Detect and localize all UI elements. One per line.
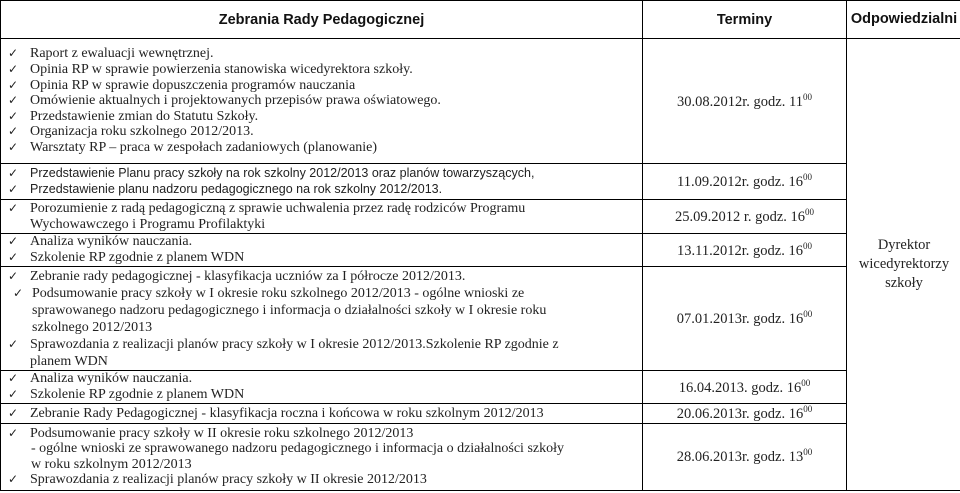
meeting-topics bbox=[1, 39, 643, 164]
meeting-topics bbox=[1, 164, 643, 200]
check-icon: ✓ bbox=[8, 62, 19, 77]
date-minutes: 00 bbox=[801, 377, 811, 388]
meeting-date bbox=[643, 39, 847, 164]
topic-line bbox=[1, 441, 642, 457]
meeting-date bbox=[643, 404, 847, 424]
meeting-topics bbox=[1, 423, 643, 490]
topic-line bbox=[1, 93, 642, 109]
topic-line bbox=[1, 472, 642, 488]
header-meetings: Zebrania Rady Pedagogicznej bbox=[1, 1, 643, 39]
date-minutes: 00 bbox=[803, 309, 813, 320]
date-text: 16.04.2013. godz. 16 bbox=[678, 379, 802, 396]
date-minutes: 00 bbox=[802, 172, 812, 183]
topic-text: Organizacja roku szkolnego 2012/2013. bbox=[30, 124, 254, 140]
check-icon: ✓ bbox=[8, 77, 19, 92]
header-responsible: Odpowiedzialni bbox=[847, 1, 960, 39]
topic-text: w roku szkolnym 2012/2013 bbox=[31, 456, 192, 472]
meeting-row bbox=[1, 164, 960, 200]
topic-line bbox=[1, 426, 642, 442]
topic-text: Przedstawienie Planu pracy szkoły na rok szkolny 2012/2013 oraz planów towarzyszących, bbox=[30, 165, 535, 180]
meeting-date bbox=[643, 423, 847, 490]
topic-line bbox=[1, 201, 642, 217]
meeting-row bbox=[1, 404, 960, 424]
topic-line bbox=[1, 406, 642, 422]
date-minutes: 00 bbox=[803, 447, 813, 458]
check-icon: ✓ bbox=[8, 336, 19, 351]
topic-line bbox=[1, 336, 642, 353]
topic-line bbox=[1, 234, 642, 250]
check-icon: ✓ bbox=[8, 165, 19, 180]
topic-text: Szkolenie RP zgodnie z planem WDN bbox=[30, 387, 245, 402]
check-icon: ✓ bbox=[13, 285, 24, 300]
check-icon: ✓ bbox=[8, 405, 19, 420]
check-icon: ✓ bbox=[8, 124, 19, 139]
date-text: 13.11.2012r. godz. 16 bbox=[677, 242, 803, 259]
check-icon: ✓ bbox=[8, 200, 19, 215]
meeting-topics bbox=[1, 267, 643, 371]
topic-text: Zebranie rady pedagogicznej - klasyfikacja uczniów za I półrocze 2012/2013. bbox=[30, 268, 466, 284]
topic-line bbox=[1, 250, 642, 266]
meeting-topics bbox=[1, 200, 643, 234]
check-icon: ✓ bbox=[8, 425, 19, 440]
meeting-date bbox=[643, 267, 847, 371]
topic-line bbox=[1, 268, 642, 285]
meeting-row bbox=[1, 200, 960, 234]
meeting-date bbox=[643, 200, 847, 234]
topic-text: Opinia RP w sprawie powierzenia stanowiska wicedyrektora szkoły. bbox=[30, 62, 413, 78]
check-icon: ✓ bbox=[8, 268, 19, 283]
meeting-row bbox=[1, 234, 960, 267]
topic-text: Sprawozdania z realizacji planów pracy szkoły w I okresie 2012/2013.Szkolenie RP zgodnie z bbox=[30, 336, 559, 352]
header-row bbox=[1, 1, 960, 39]
check-icon: ✓ bbox=[8, 472, 19, 487]
header-dates: Terminy bbox=[643, 1, 847, 39]
check-icon: ✓ bbox=[8, 181, 19, 196]
topic-line bbox=[1, 319, 642, 336]
date-text: 20.06.2013r. godz. 16 bbox=[676, 405, 804, 422]
meeting-date bbox=[643, 164, 847, 200]
topic-text: Raport z ewaluacji wewnętrznej. bbox=[30, 46, 214, 62]
meeting-row bbox=[1, 371, 960, 404]
date-text: 28.06.2013r. godz. 13 bbox=[676, 449, 804, 466]
topic-line bbox=[1, 457, 642, 473]
check-icon: ✓ bbox=[8, 250, 19, 264]
topic-text: Analiza wyników nauczania. bbox=[30, 371, 193, 387]
date-text: 11.09.2012r. godz. 16 bbox=[677, 173, 803, 190]
date-minutes: 00 bbox=[803, 404, 813, 414]
date-text: 30.08.2012r. godz. 11 bbox=[677, 93, 803, 110]
topic-text: Podsumowanie pracy szkoły w II okresie roku szkolnego 2012/2013 bbox=[30, 425, 414, 441]
topic-line bbox=[1, 371, 642, 387]
responsible-line: Dyrektor bbox=[877, 236, 931, 253]
topic-line bbox=[1, 78, 642, 94]
topic-text: szkolnego 2012/2013 bbox=[32, 319, 153, 335]
meeting-row bbox=[1, 39, 960, 164]
topic-line bbox=[1, 140, 642, 156]
check-icon: ✓ bbox=[8, 139, 19, 154]
topic-text: Podsumowanie pracy szkoły w I okresie roku szkolnego 2012/2013 - ogólne wnioski ze bbox=[32, 285, 525, 301]
check-icon: ✓ bbox=[8, 46, 19, 61]
topic-text: sprawowanego nadzoru pedagogicznego i informacja o działalności szkoły w I okresie roku bbox=[32, 302, 547, 318]
topic-line bbox=[1, 124, 642, 140]
date-text: 07.01.2013r. godz. 16 bbox=[676, 310, 804, 327]
date-minutes: 00 bbox=[802, 91, 812, 102]
topic-text: Porozumienie z radą pedagogiczną z sprawie uchwalenia przez radę rodziców Programu bbox=[30, 200, 526, 216]
meeting-row bbox=[1, 423, 960, 490]
check-icon: ✓ bbox=[8, 234, 19, 249]
topic-line bbox=[1, 387, 642, 403]
meeting-date bbox=[643, 234, 847, 267]
date-minutes: 00 bbox=[805, 207, 815, 218]
responsible-line: szkoły bbox=[885, 274, 923, 291]
topic-line bbox=[1, 166, 642, 182]
topic-text: - ogólne wnioski ze sprawowanego nadzoru pedagogicznego i informacja o działalności szkoły bbox=[31, 441, 564, 457]
topic-text: Opinia RP w sprawie dopuszczenia programów nauczania bbox=[30, 77, 356, 93]
topic-text: Sprawozdania z realizacji planów pracy szkoły w II okresie 2012/2013 bbox=[30, 472, 427, 488]
meeting-topics bbox=[1, 234, 643, 267]
topic-text: Warsztaty RP – praca w zespołach zadaniowych (planowanie) bbox=[30, 139, 378, 155]
topic-line bbox=[1, 46, 642, 62]
topic-text: Przedstawienie planu nadzoru pedagogicznego na rok szkolny 2012/2013. bbox=[30, 181, 443, 196]
check-icon: ✓ bbox=[8, 371, 19, 386]
topic-text: planem WDN bbox=[30, 353, 108, 369]
check-icon: ✓ bbox=[8, 387, 19, 401]
topic-text: Przedstawienie zmian do Statutu Szkoły. bbox=[30, 108, 259, 124]
topic-line bbox=[1, 302, 642, 319]
topic-line bbox=[1, 62, 642, 78]
meeting-topics bbox=[1, 371, 643, 404]
responsible-cell bbox=[847, 39, 960, 491]
topic-text: Szkolenie RP zgodnie z planem WDN bbox=[30, 250, 245, 265]
topic-text: Omówienie aktualnych i projektowanych przepisów prawa oświatowego. bbox=[30, 93, 441, 109]
topic-line bbox=[1, 109, 642, 125]
date-minutes: 00 bbox=[802, 240, 812, 251]
topic-line bbox=[1, 217, 642, 233]
date-text: 25.09.2012 r. godz. 16 bbox=[674, 208, 806, 225]
topic-text: Zebranie Rady Pedagogicznej - klasyfikacja roczna i końcowa w roku szkolnym 2012/2013 bbox=[30, 405, 544, 421]
topic-line bbox=[1, 182, 642, 198]
meeting-date bbox=[643, 371, 847, 404]
meeting-row bbox=[1, 267, 960, 371]
topic-text: Wychowawczego i Programu Profilaktyki bbox=[30, 216, 266, 232]
meeting-topics bbox=[1, 404, 643, 424]
check-icon: ✓ bbox=[8, 93, 19, 108]
topic-text: Analiza wyników nauczania. bbox=[30, 234, 193, 250]
check-icon: ✓ bbox=[8, 108, 19, 123]
topic-line bbox=[1, 353, 642, 370]
responsible-line: wicedyrektorzy bbox=[858, 255, 950, 272]
topic-line bbox=[1, 285, 642, 302]
